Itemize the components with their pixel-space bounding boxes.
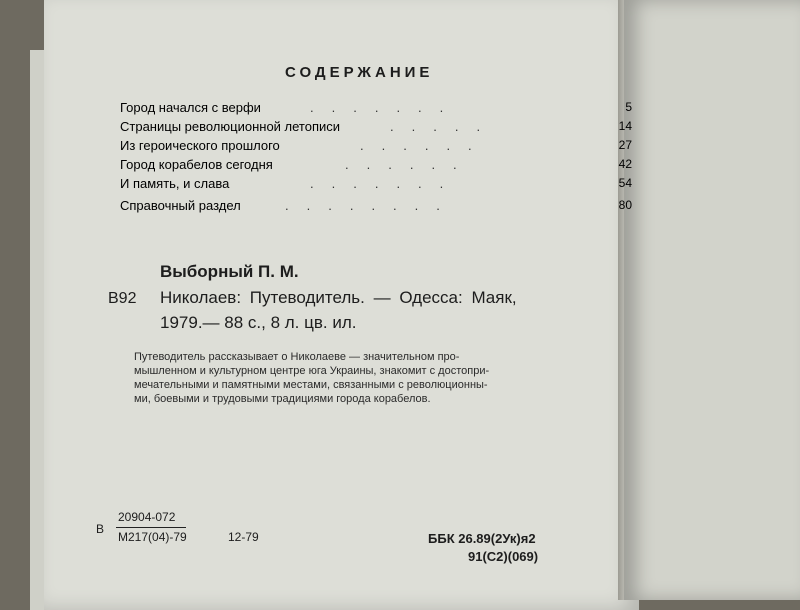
toc-item-label: Из героического прошлого	[120, 138, 280, 153]
annotation-line: ми, боевыми и трудовыми традициями города корабелов.	[134, 393, 431, 405]
toc-item	[120, 100, 632, 118]
toc-item	[120, 157, 632, 175]
annotation-line: мечательными и памятными местами, связанными с революционны-	[134, 379, 488, 391]
cipher-year-code: 12-79	[228, 530, 259, 544]
annotation-line: мышленном и культурном центре юга Украины, знакомит с достопри-	[134, 365, 490, 377]
toc-item-label: Город начался с верфи	[120, 100, 261, 115]
toc-item-page: 54	[618, 176, 632, 190]
toc-item	[120, 119, 632, 137]
catalog-author: Выборный П. М.	[160, 262, 299, 281]
bbk-code-line2: 91(С2)(069)	[468, 549, 539, 564]
toc-item	[120, 198, 632, 216]
cipher-fraction-bar	[116, 527, 186, 528]
catalog-title-line: Николаев: Путеводитель. — Одесса: Маяк,	[160, 288, 517, 307]
toc-item-page: 5	[625, 100, 632, 114]
catalog-imprint-line: 1979.— 88 с., 8 л. цв. ил.	[160, 313, 357, 332]
toc-item-page: 27	[618, 138, 632, 152]
toc-leader: ......	[345, 157, 475, 172]
toc-item-page: 14	[618, 119, 632, 133]
right-page	[624, 0, 800, 600]
toc-item-page: 42	[618, 157, 632, 171]
toc-item	[120, 138, 632, 156]
annotation-line: Путеводитель рассказывает о Николаеве — значительном про-	[134, 351, 460, 363]
cipher-letter: В	[96, 522, 105, 536]
toc-item	[120, 176, 632, 194]
bbk-code-line1: ББК 26.89(2Ук)я2	[428, 531, 536, 546]
toc-leader: .....	[390, 119, 499, 134]
toc-item-label: И память, и слава	[120, 176, 230, 191]
catalog-annotation	[134, 350, 634, 406]
catalog-code: В92	[108, 290, 137, 307]
cipher-denominator: М217(04)-79	[118, 530, 187, 544]
toc-leader: .......	[310, 100, 462, 115]
toc-item-label: Город корабелов сегодня	[120, 157, 273, 172]
cipher-numerator: 20904-072	[118, 510, 176, 524]
toc-leader: .......	[310, 176, 462, 191]
toc-leader: ......	[360, 138, 490, 153]
toc-title: СОДЕРЖАНИЕ	[285, 64, 434, 81]
toc-item-label: Справочный раздел	[120, 198, 241, 213]
toc-item-page: 80	[618, 198, 632, 212]
toc-item-label: Страницы революционной летописи	[120, 119, 341, 134]
toc-leader: ........	[285, 198, 458, 213]
